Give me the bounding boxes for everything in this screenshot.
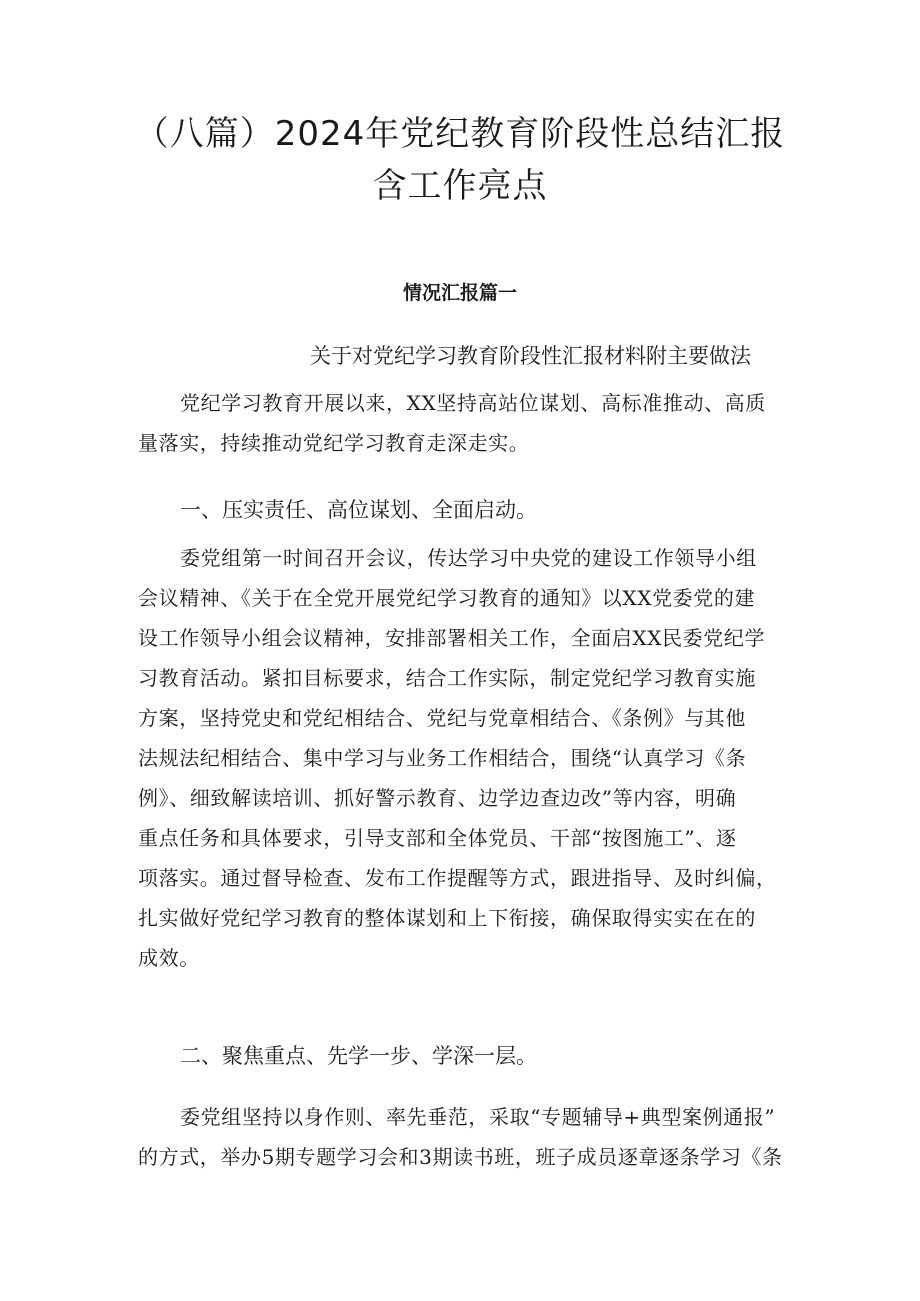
- paragraph-line: 项落实。通过督导检查、发布工作提醒等方式，跟进指导、及时纠偏，: [138, 866, 777, 890]
- paragraph-line: 设工作领导小组会议精神，安排部署相关工作，全面启XX民委党纪学: [138, 626, 766, 650]
- report-subtitle: 关于对党纪学习教育阶段性汇报材料附主要做法: [310, 344, 751, 368]
- paragraph-line: 委党组第一时间召开会议，传达学习中央党的建设工作领导小组: [180, 546, 757, 570]
- paragraph-line: 成效。: [138, 946, 200, 970]
- section-heading-1: 一、压实责任、高位谋划、全面启动。: [180, 498, 537, 522]
- paragraph-line: 量落实，持续推动党纪学习教育走深走实。: [138, 431, 530, 455]
- paragraph-line: 法规法纪相结合、集中学习与业务工作相结合，围绕“认真学习《条: [138, 746, 747, 770]
- section-heading-2: 二、聚焦重点、先学一步、学深一层。: [180, 1044, 537, 1068]
- paragraph-line: 扎实做好党纪学习教育的整体谋划和上下衔接，确保取得实实在在的: [138, 906, 756, 930]
- paragraph-line: 会议精神、《关于在全党开展党纪学习教育的通知》以XX党委党的建: [138, 586, 756, 610]
- document-title-line-1: （八篇）2024年党纪教育阶段性总结汇报: [134, 114, 786, 154]
- paragraph-line: 的方式，举办5期专题学习会和3期读书班，班子成员逐章逐条学习《条: [138, 1145, 783, 1169]
- paragraph-line: 方案，坚持党史和党纪相结合、党纪与党章相结合、《条例》与其他: [138, 706, 746, 730]
- paragraph-line: 习教育活动。紧扣目标要求，结合工作实际，制定党纪学习教育实施: [138, 666, 756, 690]
- intro-paragraph: [138, 383, 778, 463]
- document-title-line-2: 含工作亮点: [372, 166, 548, 206]
- section-label: 情况汇报篇一: [402, 282, 517, 304]
- body-paragraph-2: [138, 1097, 783, 1177]
- body-paragraph-1: [138, 538, 778, 978]
- paragraph-line: 重点任务和具体要求，引导支部和全体党员、干部“按图施工”、逐: [138, 826, 737, 850]
- paragraph-line: 党纪学习教育开展以来，XX坚持高站位谋划、高标准推动、高质: [180, 391, 766, 415]
- paragraph-line: 例》、细致解读培训、抓好警示教育、边学边查边改”等内容，明确: [138, 786, 737, 810]
- paragraph-line: 委党组坚持以身作则、率先垂范，采取“专题辅导+典型案例通报”: [180, 1105, 776, 1129]
